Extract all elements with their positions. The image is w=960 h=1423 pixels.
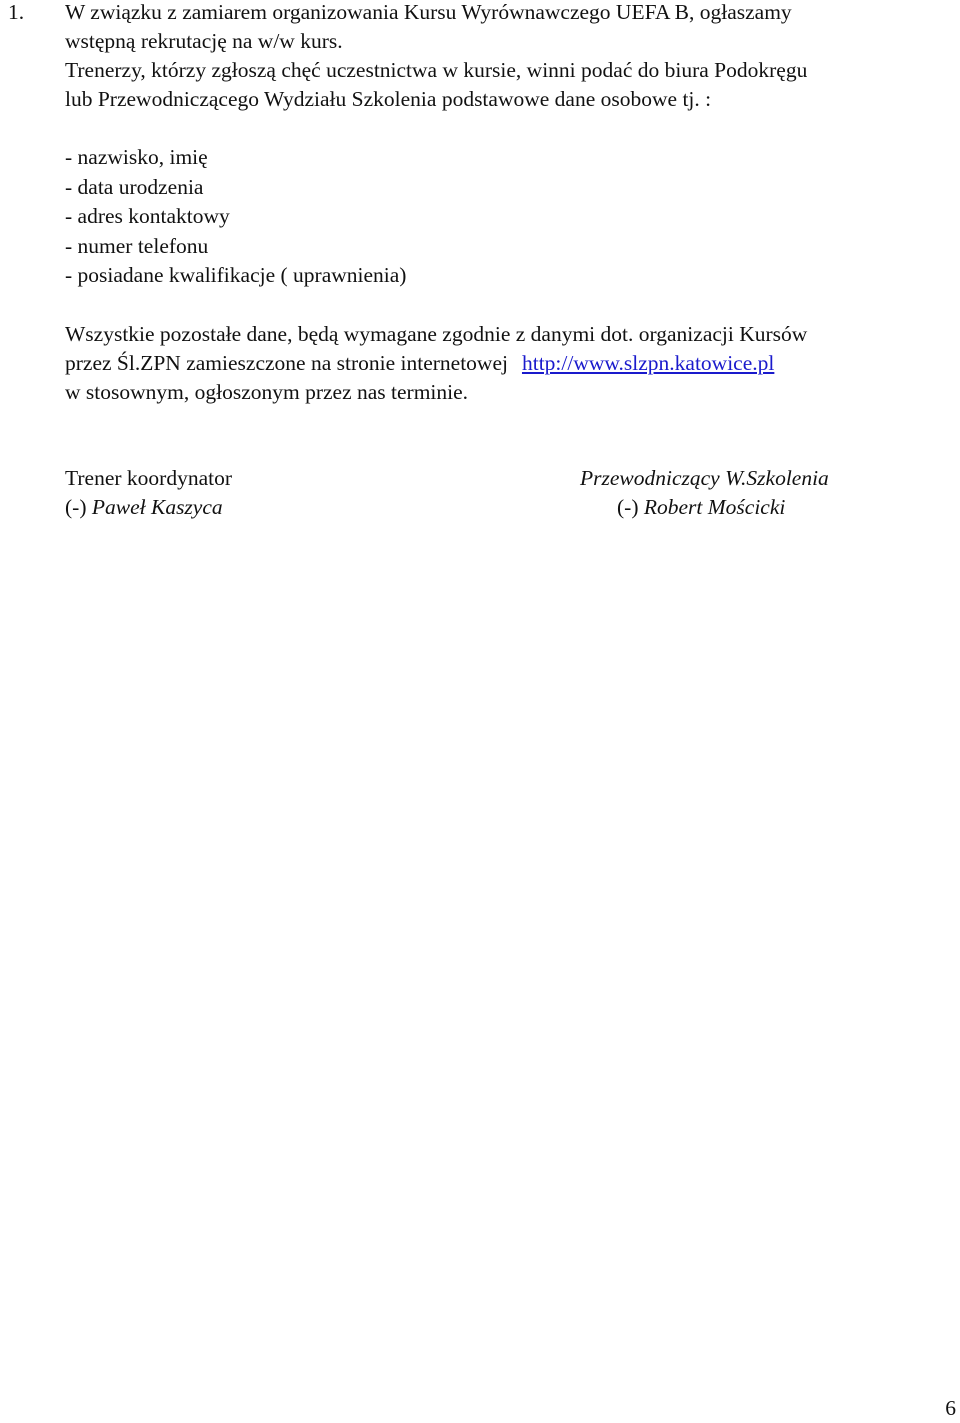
paragraph-line: Trenerzy, którzy zgłoszą chęć uczestnictwa w kursie, winni podać do biura Podokręgu — [65, 58, 808, 82]
signature-role: Trener koordynator — [65, 466, 232, 490]
signature-prefix: (-) — [617, 495, 644, 519]
requirements-list — [65, 143, 945, 291]
notice-line: Wszystkie pozostałe dane, będą wymagane zgodnie z danymi dot. organizacji Kursów — [65, 321, 808, 346]
list-item: - numer telefonu — [65, 233, 209, 258]
list-item: - posiadane kwalifikacje ( uprawnienia) — [65, 263, 407, 287]
spacer — [65, 291, 945, 320]
spacer — [65, 114, 945, 143]
signature-person: Robert Mościcki — [643, 495, 786, 519]
signature-name — [65, 493, 232, 522]
paragraph-line: lub Przewodniczącego Wydziału Szkolenia podstawowe dane osobowe tj. : — [65, 87, 712, 111]
paragraph-line: W związku z zamiarem organizowania Kursu Wyrównawczego UEFA B, ogłaszamy — [65, 0, 792, 24]
signature-right — [580, 464, 829, 522]
list-item: - nazwisko, imię — [65, 145, 208, 169]
document-body — [65, 0, 945, 407]
list-item: - adres kontaktowy — [65, 204, 230, 228]
signature-left — [65, 464, 232, 522]
signatures — [65, 464, 945, 524]
website-link[interactable]: http://www.slzpn.katowice.pl — [521, 350, 775, 375]
paragraph-line: wstępną rekrutację na w/w kurs. — [65, 29, 343, 53]
notice-line — [65, 349, 945, 378]
notice-line: w stosownym, ogłoszonym przez nas terminie. — [65, 379, 469, 404]
list-item-number: 1. — [8, 0, 25, 24]
notice-text: przez Śl.ZPN zamieszczone na stronie internetowej — [65, 350, 508, 375]
signature-role: Przewodniczący W.Szkolenia — [580, 466, 829, 490]
signature-prefix: (-) — [65, 495, 92, 519]
page-number: 6 — [945, 1396, 956, 1420]
signature-person: Paweł Kaszyca — [91, 495, 223, 519]
list-item: - data urodzenia — [65, 174, 204, 199]
signature-name — [580, 493, 829, 522]
